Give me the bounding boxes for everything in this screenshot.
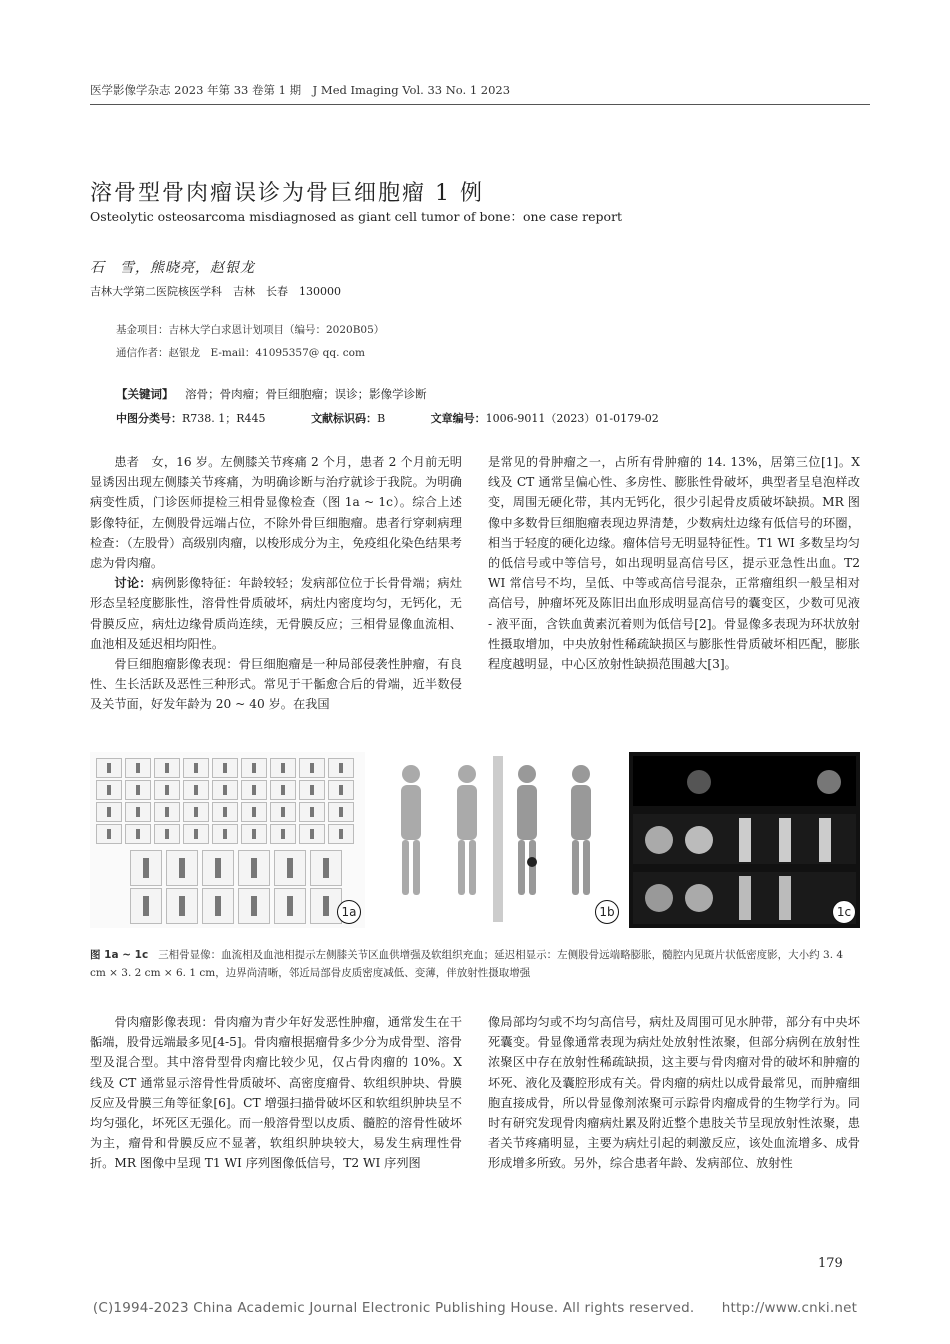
scan-frame xyxy=(270,780,296,800)
article-title-en: Osteolytic osteosarcoma misdiagnosed as giant cell tumor of bone：one case report xyxy=(90,209,623,224)
article-title-cn: 溶骨型骨肉瘤误诊为骨巨细胞瘤 1 例 xyxy=(90,181,484,206)
scan-frame xyxy=(125,802,151,822)
scan-frame xyxy=(328,802,354,822)
scan-frame-large xyxy=(130,850,162,886)
figure-panel-1a xyxy=(90,752,365,928)
scan-frame xyxy=(96,780,122,800)
spect-ct-images xyxy=(629,752,860,928)
scan-frame xyxy=(299,758,325,778)
paragraph-discussion: 讨论：病例影像特征：年龄较轻；发病部位位于长骨骨端；病灶形态呈轻度膨胀性，溶骨性骨质破坏，病灶内密度均匀，无钙化，无骨膜反应，病灶边缘骨质尚连续，无骨膜反应；三相骨显像血流相、血池相及延迟相均阳性。 xyxy=(90,576,463,651)
scan-frame-large xyxy=(238,888,270,924)
scan-frame xyxy=(270,802,296,822)
keywords-label: 【关键词】 xyxy=(116,387,174,401)
scan-frame-large xyxy=(202,850,234,886)
scan-frame xyxy=(183,824,209,844)
anterior-skeleton-2 xyxy=(517,765,537,895)
body-left-bottom xyxy=(90,1012,462,1174)
scan-frame xyxy=(299,802,325,822)
caption-label: 图 1a ~ 1c xyxy=(90,949,149,961)
authors: 石 雪，熊晓亮，赵银龙 xyxy=(90,260,255,276)
scan-frame xyxy=(241,780,267,800)
anterior-skeleton-1 xyxy=(401,765,421,895)
scan-frame xyxy=(212,802,238,822)
figure-panel-1c xyxy=(629,752,860,928)
scan-frame xyxy=(154,824,180,844)
scan-frame xyxy=(154,780,180,800)
scan-frame xyxy=(125,758,151,778)
scan-frame xyxy=(183,758,209,778)
article-number: 文章编号：1006-9011（2023）01-0179-02 xyxy=(430,412,659,425)
scan-frame xyxy=(299,780,325,800)
scan-frame-large xyxy=(202,888,234,924)
body-left-top xyxy=(90,452,462,715)
body-right-bottom xyxy=(488,1012,860,1174)
scan-frame xyxy=(125,824,151,844)
scan-frame-large xyxy=(166,850,198,886)
figure-1 xyxy=(90,752,860,928)
scan-frame xyxy=(212,780,238,800)
scan-frame xyxy=(183,780,209,800)
scan-frame xyxy=(299,824,325,844)
journal-header: 医学影像学杂志 2023 年第 33 卷第 1 期 J Med Imaging Vol. 33 No. 1 2023 xyxy=(90,82,870,105)
panel-label-1b: 1b xyxy=(595,900,619,924)
scan-frame xyxy=(328,758,354,778)
scan-frame-large xyxy=(166,888,198,924)
scan-frame xyxy=(212,824,238,844)
scan-frame-large xyxy=(310,850,342,886)
correspondence: 通信作者：赵银龙 E-mail：41095357@ qq. com xyxy=(116,347,365,359)
whole-body-bone-scan xyxy=(371,752,623,928)
paragraph: 骨肉瘤影像表现：骨肉瘤为青少年好发恶性肿瘤，通常发生在干骺端，股骨远端最多见[4-5]。骨肉瘤根据瘤骨多少分为成骨型、溶骨型及混合型。其中溶骨型骨肉瘤比较少见，仅占骨肉瘤的 10%。X 线及 CT 通常显示溶骨性骨质破坏、高密度瘤骨、软组织肿块、骨膜反应及骨膜三角等征象[6]。CT 增强扫描骨破坏区和软组织肿块呈不均匀强化，坏死区无强化。而一般溶骨型以皮质、髓腔的溶骨性破坏为主，瘤骨和骨膜反应不显著，软组织肿块较大，易发生病理性骨折。MR 图像中呈现 T1 WI 序列图像低信号，T2 WI 序列图 xyxy=(90,1015,462,1171)
scan-frame xyxy=(96,758,122,778)
scan-frame xyxy=(125,780,151,800)
panel-label-1a: 1a xyxy=(337,900,361,924)
panel-label-1c: 1c xyxy=(832,900,856,924)
caption-text: 三相骨显像：血流相及血池相提示左侧膝关节区血供增强及软组织充血；延迟相显示：左侧股骨远端略膨胀，髓腔内见斑片状低密度影，大小约 3. 4 cm × 3. 2 cm × 6. 1 cm，边界尚清晰，邻近局部骨皮质密度减低、变薄，伴放射性摄取增强 xyxy=(90,949,844,979)
scan-frame-large xyxy=(274,888,306,924)
scan-frame xyxy=(154,802,180,822)
keywords xyxy=(116,386,427,402)
scan-frame xyxy=(328,824,354,844)
figure-caption xyxy=(90,946,860,982)
body-right-top xyxy=(488,452,860,674)
scan-frame-large xyxy=(274,850,306,886)
discussion-label: 讨论： xyxy=(114,576,152,591)
affiliation: 吉林大学第二医院核医学科 吉林 长春 130000 xyxy=(90,285,341,298)
funding: 基金项目：吉林大学白求恩计划项目（编号：2020B05） xyxy=(116,324,385,336)
paragraph: 是常见的骨肿瘤之一，占所有骨肿瘤的 14. 13%，居第三位[1]。X 线及 CT 通常呈偏心性、多房性、膨胀性骨破坏，典型者呈皂泡样改变，周围无硬化带，其内无钙化，很少引起骨皮质破坏缺损。MR 图像中多数骨巨细胞瘤表现边界清楚，少数病灶边缘有低信号的环圈，相当于轻度的硬化边缘。瘤体信号无明显特征性。T1 WI 多数呈均匀的低信号或中等信号，如出现明显高信号区，提示亚急性出血。T2 WI 常信号不均，呈低、中等或高信号混杂，正常瘤组织一般呈相对高信号，肿瘤坏死及陈旧出血形成明显高信号的囊变区，少数可见液 - 液平面，含铁血黄素沉着则为低信号[2]。骨显像多表现为环状放射性摄取增加，中央放射性稀疏缺损区与膨胀性骨质破坏相匹配，膨胀程度越明显，中心区放射性缺损范围越大[3]。 xyxy=(488,455,860,672)
posterior-skeleton-2 xyxy=(571,765,591,895)
copyright-footer: (C)1994-2023 China Academic Journal Electronic Publishing House. All rights reserved. http://www.cnki.net xyxy=(92,1300,858,1316)
paragraph: 患者 女，16 岁。左侧膝关节疼痛 2 个月，患者 2 个月前无明显诱因出现左侧膝关节疼痛，为明确诊断与治疗就诊于我院。为明确病变性质，门诊医师提检三相骨显像检查（图 1a ~ 1c）。综合上述影像特征，左侧股骨远端占位，不除外骨巨细胞瘤。患者行穿刺病理检查：（左股骨）高级别肉瘤，以梭形成分为主，免疫组化染色结果考虑为骨肉瘤。 xyxy=(90,455,462,571)
posterior-skeleton-1 xyxy=(457,765,477,895)
scan-frame xyxy=(96,824,122,844)
scan-frame-large xyxy=(238,850,270,886)
doc-code: 文献标识码：B xyxy=(311,412,386,425)
figure-panel-1b xyxy=(371,752,623,928)
keywords-text: 溶骨；骨肉瘤；骨巨细胞瘤；误诊；影像学诊断 xyxy=(185,387,427,401)
scan-frame xyxy=(96,802,122,822)
scan-frame xyxy=(241,758,267,778)
scan-frame xyxy=(270,758,296,778)
scan-frame xyxy=(154,758,180,778)
scan-frame xyxy=(183,802,209,822)
scan-frame xyxy=(328,780,354,800)
scan-frame xyxy=(241,824,267,844)
scan-frame xyxy=(212,758,238,778)
page-number: 179 xyxy=(818,1256,843,1271)
paragraph: 像局部均匀或不均匀高信号，病灶及周围可见水肿带，部分有中央坏死囊变。骨显像通常表现为病灶处放射性浓聚，但部分病例在放射性浓聚区中存在放射性稀疏缺损，这主要与骨肉瘤对骨的破坏和肿瘤的坏死、液化及囊腔形成有关。骨肉瘤的病灶以成骨最常见，而肿瘤细胞直接成骨，所以骨显像剂浓聚可示踪骨肉瘤成骨的生物学行为。同时有研究发现骨肉瘤病灶累及附近整个患肢关节呈现放射性浓聚，患者关节疼痛明显，主要为病灶引起的刺激反应，该处血流增多、成骨形成增多所致。另外，综合患者年龄、发病部位、放射性 xyxy=(488,1015,860,1171)
classification-row xyxy=(116,410,836,426)
scan-frame-large xyxy=(130,888,162,924)
scan-frame xyxy=(270,824,296,844)
scan-frame xyxy=(241,802,267,822)
clc: 中图分类号：R738. 1；R445 xyxy=(116,412,266,425)
paragraph: 骨巨细胞瘤影像表现：骨巨细胞瘤是一种局部侵袭性肿瘤，有良性、生长活跃及恶性三种形式。常见于干骺愈合后的骨端，近半数侵及关节面，好发年龄为 20 ~ 40 岁。在我国 xyxy=(90,657,462,712)
